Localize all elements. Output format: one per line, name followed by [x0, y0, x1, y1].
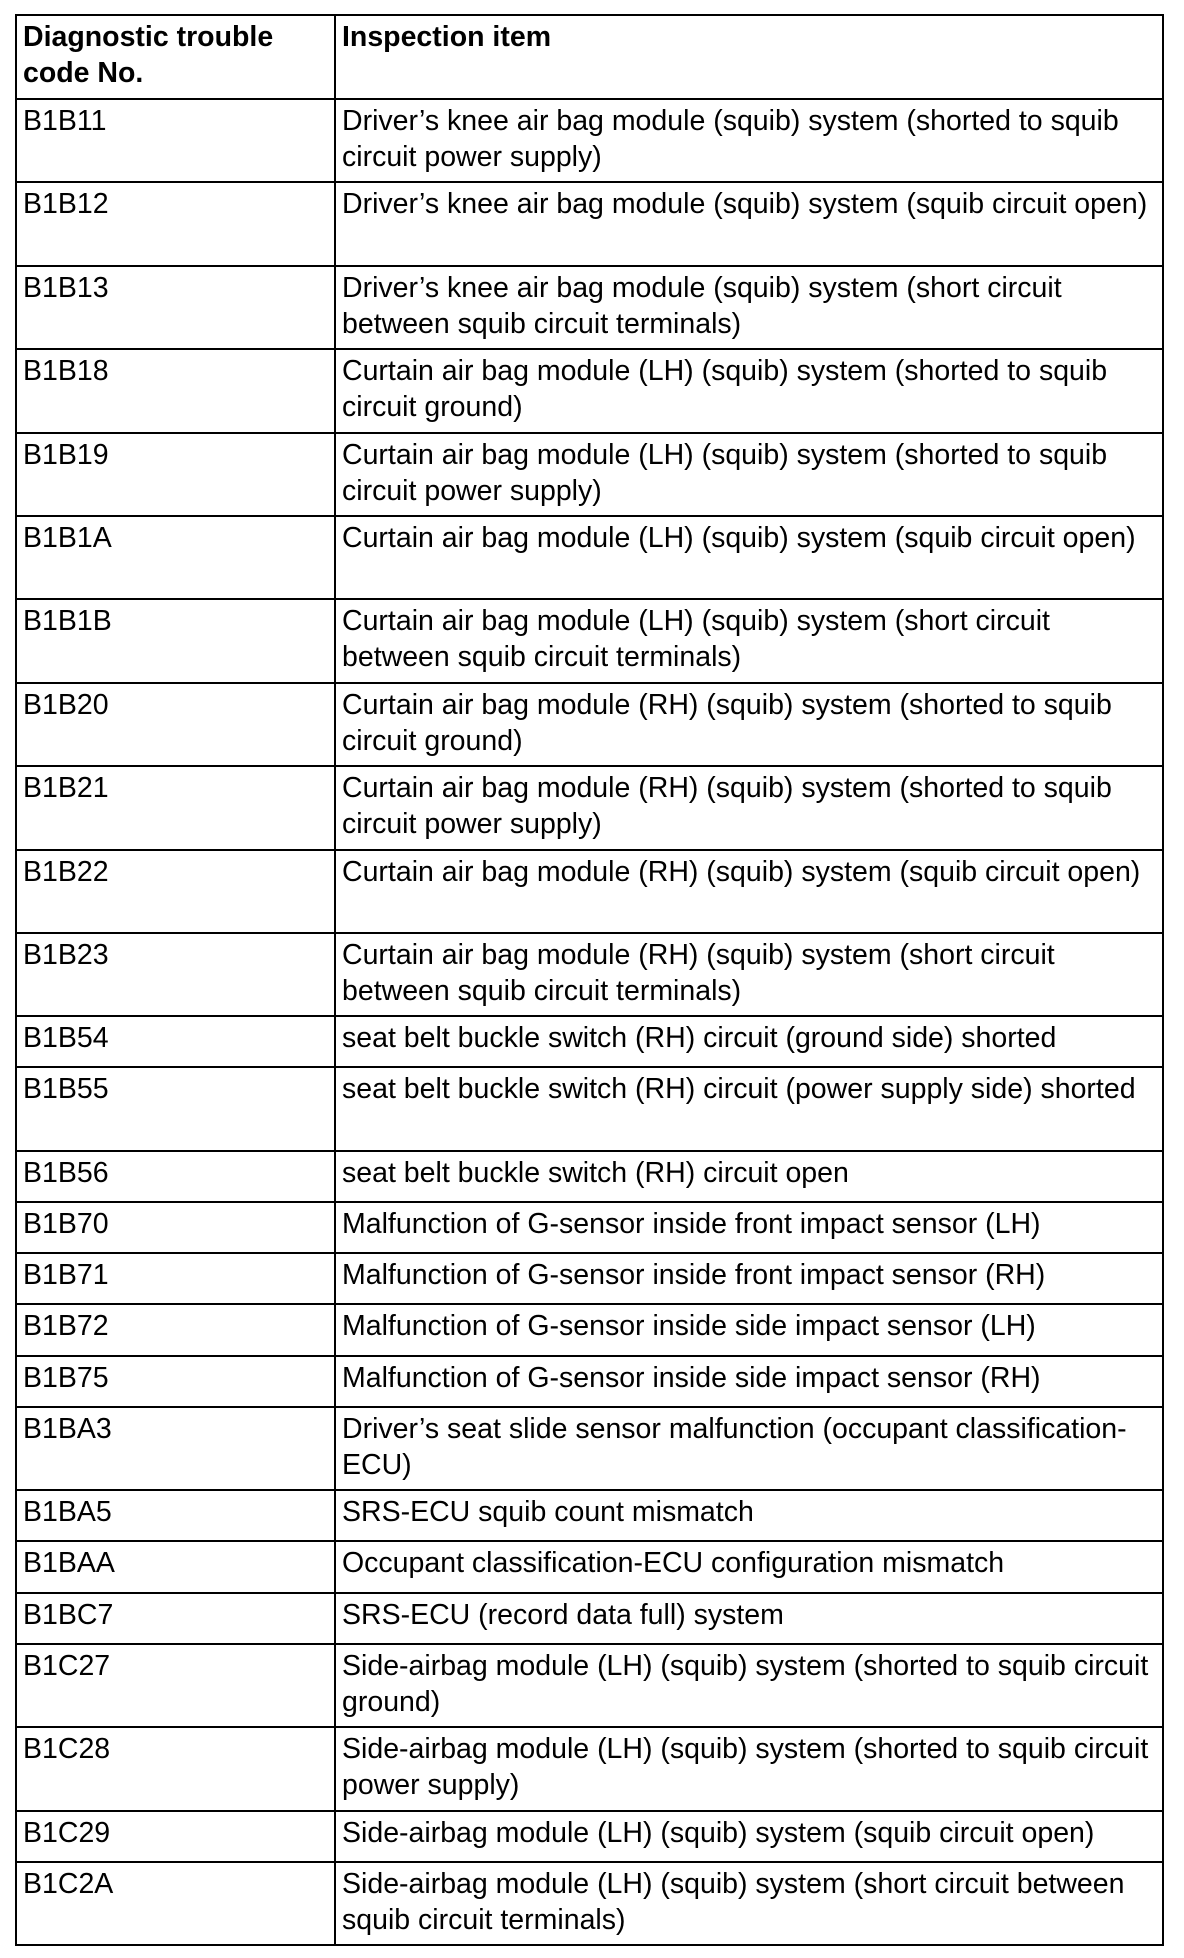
dtc-code-cell: B1B72	[16, 1304, 335, 1355]
table-header-row	[16, 15, 1163, 99]
dtc-code-cell: B1B21	[16, 766, 335, 849]
dtc-code-cell: B1B75	[16, 1356, 335, 1407]
header-inspection-item: Inspection item	[335, 15, 1163, 99]
dtc-code-cell: B1B55	[16, 1067, 335, 1150]
table-row	[16, 1202, 1163, 1253]
table-row	[16, 182, 1163, 265]
inspection-item-cell: Malfunction of G-sensor inside front impact sensor (RH)	[335, 1253, 1163, 1304]
table-row	[16, 1304, 1163, 1355]
dtc-code-cell: B1BA5	[16, 1490, 335, 1541]
dtc-code-cell: B1B70	[16, 1202, 335, 1253]
table-row	[16, 850, 1163, 933]
dtc-code-cell: B1B1B	[16, 599, 335, 682]
dtc-code-cell: B1B71	[16, 1253, 335, 1304]
dtc-inspection-table	[15, 14, 1164, 1946]
dtc-code-cell: B1B12	[16, 182, 335, 265]
inspection-item-cell: seat belt buckle switch (RH) circuit (ground side) shorted	[335, 1016, 1163, 1067]
inspection-item-cell: seat belt buckle switch (RH) circuit (power supply side) shorted	[335, 1067, 1163, 1150]
dtc-code-cell: B1B13	[16, 266, 335, 349]
dtc-code-cell: B1BA3	[16, 1407, 335, 1490]
inspection-item-cell: Occupant classification-ECU configuration mismatch	[335, 1541, 1163, 1592]
table-row	[16, 766, 1163, 849]
dtc-code-cell: B1B1A	[16, 516, 335, 599]
table-row	[16, 933, 1163, 1016]
dtc-code-cell: B1BC7	[16, 1593, 335, 1644]
inspection-item-cell: Curtain air bag module (LH) (squib) system (shorted to squib circuit ground)	[335, 349, 1163, 432]
inspection-item-cell: seat belt buckle switch (RH) circuit open	[335, 1151, 1163, 1202]
dtc-code-cell: B1B56	[16, 1151, 335, 1202]
table-row	[16, 1541, 1163, 1592]
table-row	[16, 1151, 1163, 1202]
inspection-item-cell: Malfunction of G-sensor inside front impact sensor (LH)	[335, 1202, 1163, 1253]
inspection-item-cell: Driver’s seat slide sensor malfunction (occupant classification-ECU)	[335, 1407, 1163, 1490]
dtc-code-cell: B1B11	[16, 99, 335, 182]
inspection-item-cell: Driver’s knee air bag module (squib) system (squib circuit open)	[335, 182, 1163, 265]
table-row	[16, 683, 1163, 766]
inspection-item-cell: Malfunction of G-sensor inside side impact sensor (LH)	[335, 1304, 1163, 1355]
table-row	[16, 1862, 1163, 1945]
table-row	[16, 1253, 1163, 1304]
inspection-item-cell: Side-airbag module (LH) (squib) system (squib circuit open)	[335, 1811, 1163, 1862]
dtc-code-cell: B1B18	[16, 349, 335, 432]
dtc-code-cell: B1C29	[16, 1811, 335, 1862]
table-row	[16, 1016, 1163, 1067]
table-row	[16, 1356, 1163, 1407]
table-row	[16, 349, 1163, 432]
table-row	[16, 1811, 1163, 1862]
table-row	[16, 1727, 1163, 1810]
inspection-item-cell: SRS-ECU (record data full) system	[335, 1593, 1163, 1644]
dtc-code-cell: B1C27	[16, 1644, 335, 1727]
header-dtc-number: Diagnostic trouble code No.	[16, 15, 335, 99]
inspection-item-cell: Curtain air bag module (RH) (squib) system (shorted to squib circuit ground)	[335, 683, 1163, 766]
inspection-item-cell: Curtain air bag module (RH) (squib) system (shorted to squib circuit power supply)	[335, 766, 1163, 849]
dtc-code-cell: B1B19	[16, 433, 335, 516]
inspection-item-cell: Malfunction of G-sensor inside side impact sensor (RH)	[335, 1356, 1163, 1407]
table-body	[16, 99, 1163, 1945]
dtc-code-cell: B1B20	[16, 683, 335, 766]
table-row	[16, 1644, 1163, 1727]
dtc-code-cell: B1BAA	[16, 1541, 335, 1592]
inspection-item-cell: Curtain air bag module (LH) (squib) system (squib circuit open)	[335, 516, 1163, 599]
inspection-item-cell: Driver’s knee air bag module (squib) system (short circuit between squib circuit terminals)	[335, 266, 1163, 349]
inspection-item-cell: Side-airbag module (LH) (squib) system (shorted to squib circuit ground)	[335, 1644, 1163, 1727]
table-row	[16, 99, 1163, 182]
table-row	[16, 1407, 1163, 1490]
dtc-code-cell: B1B23	[16, 933, 335, 1016]
dtc-code-cell: B1C28	[16, 1727, 335, 1810]
inspection-item-cell: Curtain air bag module (LH) (squib) system (shorted to squib circuit power supply)	[335, 433, 1163, 516]
table-row	[16, 516, 1163, 599]
inspection-item-cell: SRS-ECU squib count mismatch	[335, 1490, 1163, 1541]
inspection-item-cell: Curtain air bag module (LH) (squib) system (short circuit between squib circuit terminals)	[335, 599, 1163, 682]
inspection-item-cell: Side-airbag module (LH) (squib) system (shorted to squib circuit power supply)	[335, 1727, 1163, 1810]
table-row	[16, 266, 1163, 349]
inspection-item-cell: Driver’s knee air bag module (squib) system (shorted to squib circuit power supply)	[335, 99, 1163, 182]
table-row	[16, 1593, 1163, 1644]
dtc-code-cell: B1B54	[16, 1016, 335, 1067]
table-row	[16, 433, 1163, 516]
inspection-item-cell: Curtain air bag module (RH) (squib) system (short circuit between squib circuit terminals)	[335, 933, 1163, 1016]
inspection-item-cell: Curtain air bag module (RH) (squib) system (squib circuit open)	[335, 850, 1163, 933]
table-row	[16, 1067, 1163, 1150]
dtc-code-cell: B1C2A	[16, 1862, 335, 1945]
table-row	[16, 599, 1163, 682]
table-row	[16, 1490, 1163, 1541]
dtc-code-cell: B1B22	[16, 850, 335, 933]
inspection-item-cell: Side-airbag module (LH) (squib) system (short circuit between squib circuit terminals)	[335, 1862, 1163, 1945]
